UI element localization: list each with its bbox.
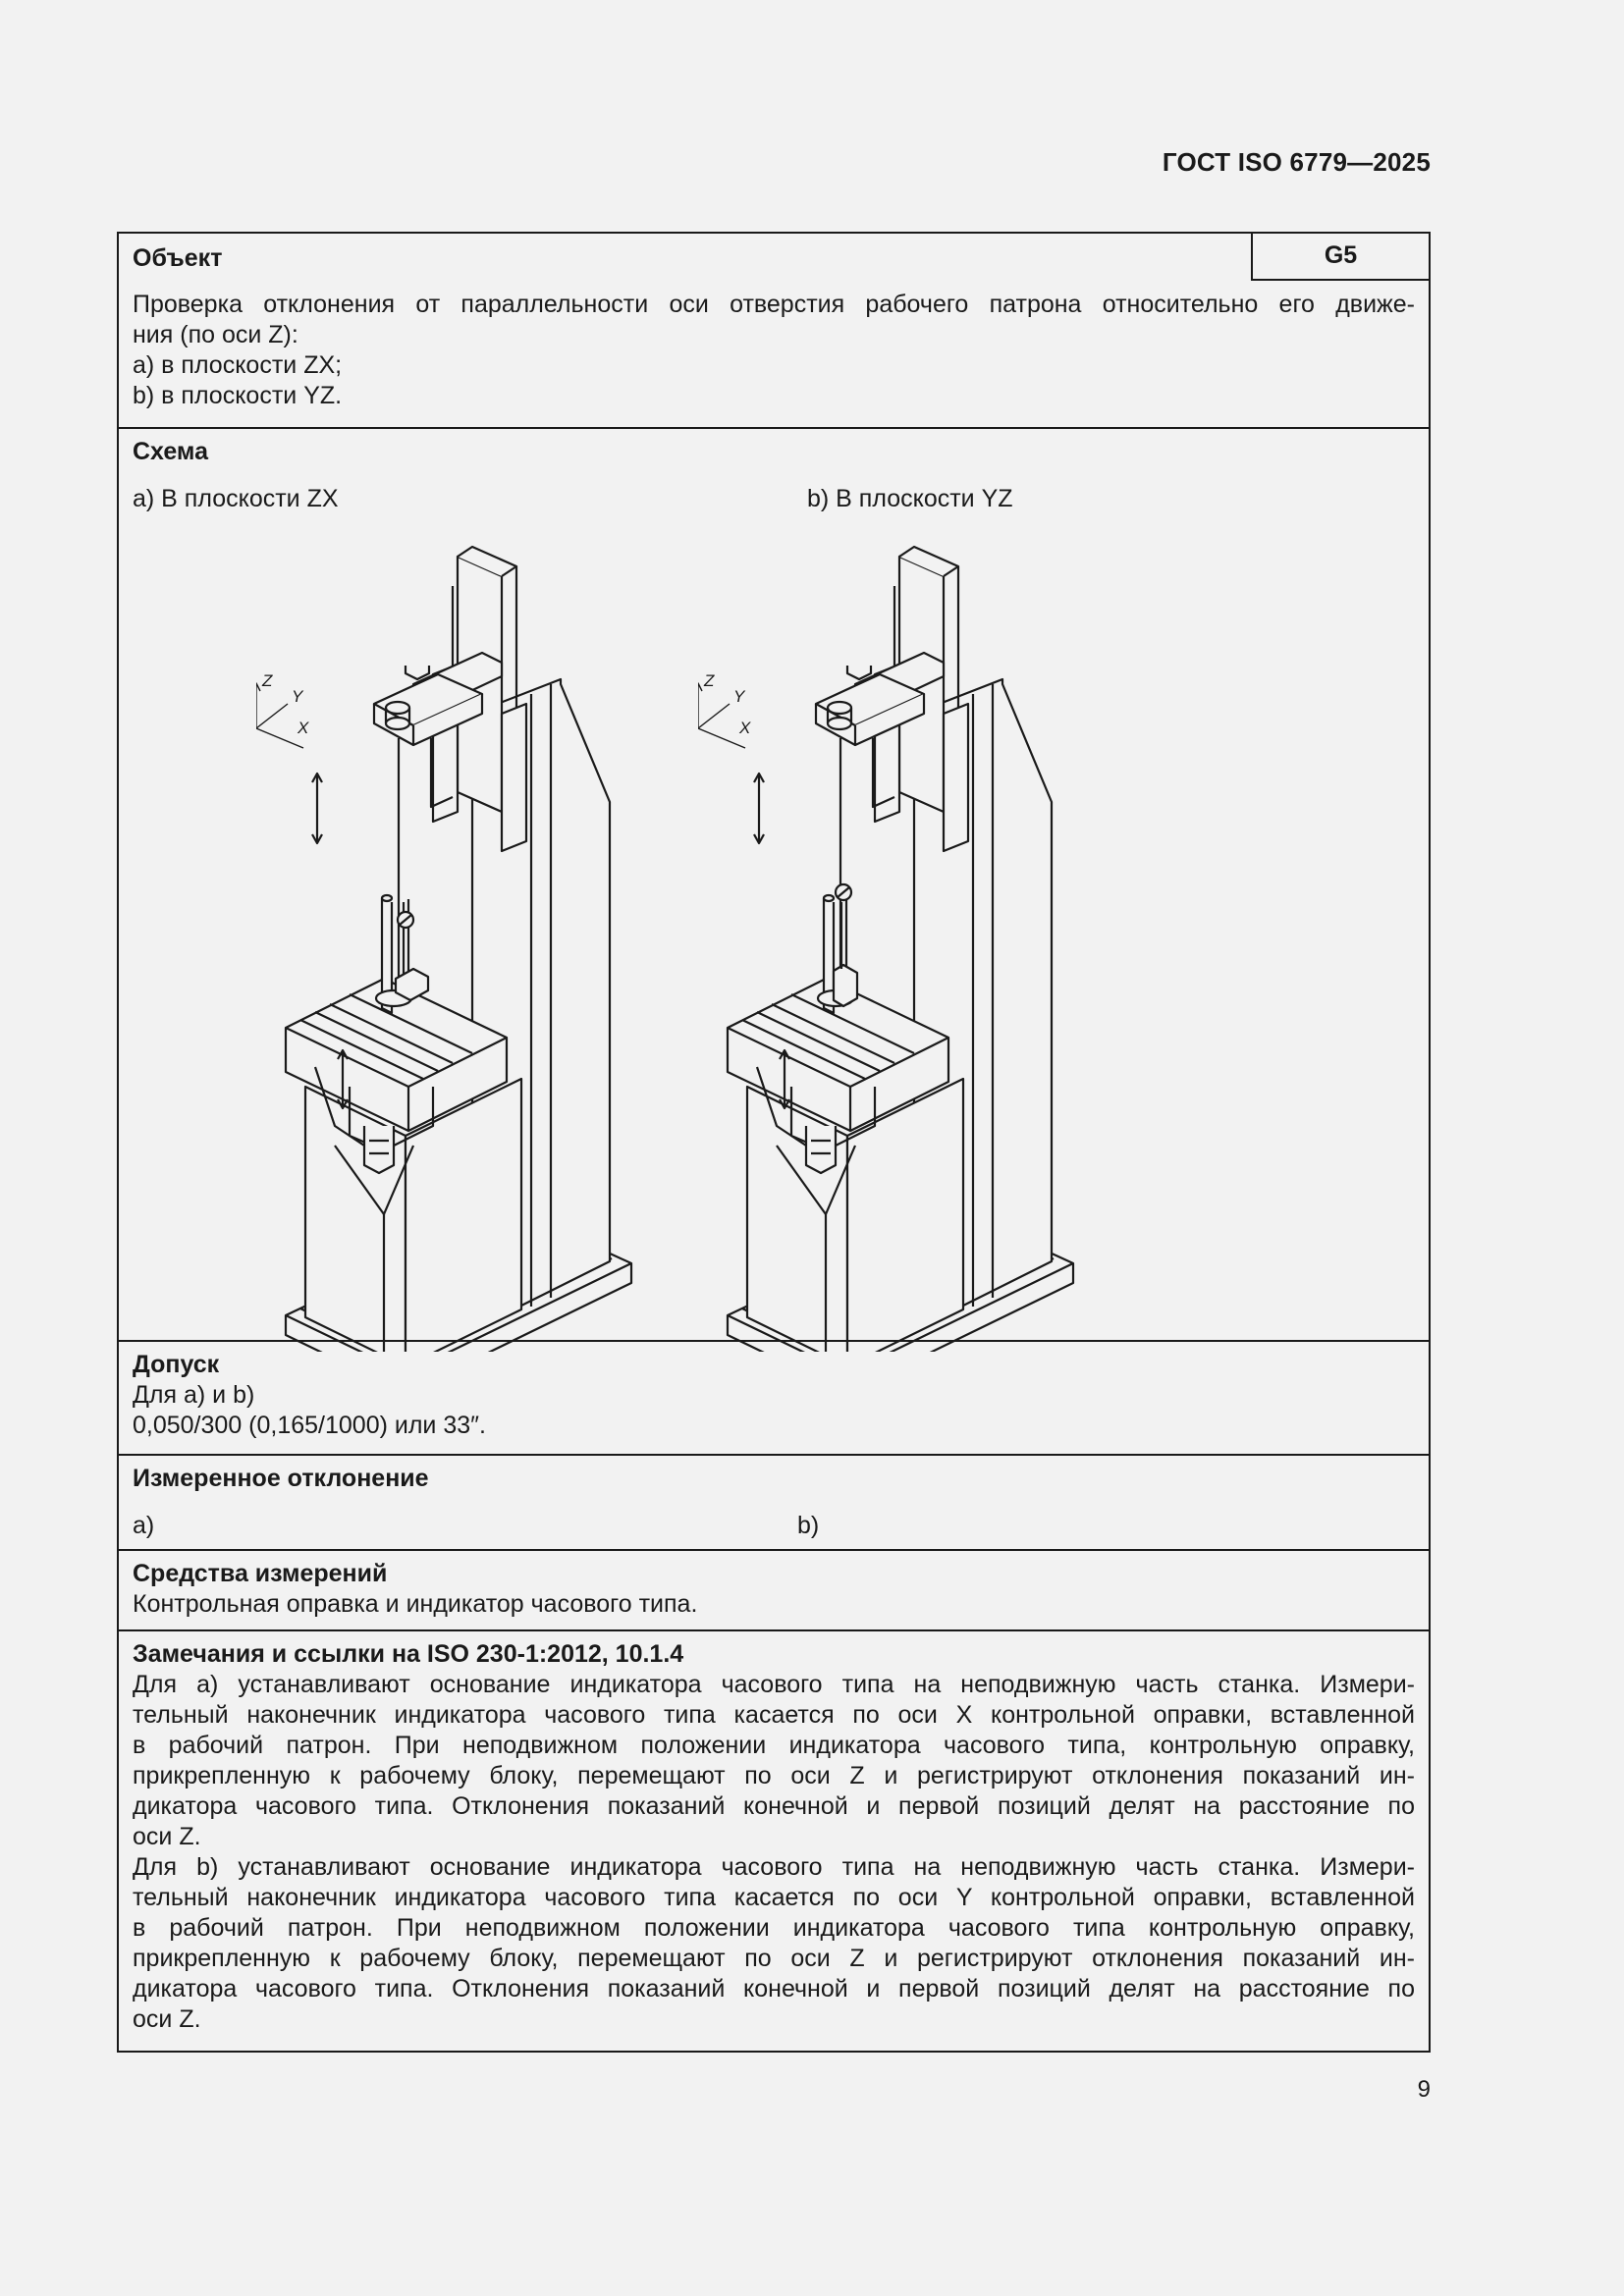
object-section	[119, 234, 1429, 427]
test-code: G5	[1251, 234, 1429, 281]
notes-line: дикатора часового типа. Отклонения показаний конечной и первой позиций делят на расстояние по	[133, 1792, 1415, 1820]
dial-indicator	[396, 899, 428, 1000]
object-description	[133, 290, 1415, 411]
measured-value-a: a)	[133, 1512, 155, 1539]
notes-line: оси Z.	[133, 2005, 201, 2033]
notes-line: дикатора часового типа. Отклонения показаний конечной и первой позиций делят на расстояние по	[133, 1975, 1415, 2002]
notes-title: Замечания и ссылки на ISO 230-1:2012, 10.1.4	[133, 1640, 684, 1668]
axis-triad	[698, 671, 751, 748]
axis-z-label: Z	[262, 671, 273, 690]
page-number: 9	[1417, 2076, 1431, 2103]
notes-line: Для b) устанавливают основание индикатора часового типа на неподвижную часть станка. Измери-	[133, 1853, 1415, 1881]
notes-line: оси Z.	[133, 1823, 201, 1850]
scheme-label-b: b) В плоскости YZ	[807, 485, 1013, 512]
notes-line: тельный наконечник индикатора часового типа касается по оси Y контрольной оправки, вставленной	[133, 1884, 1415, 1911]
measured-deviation-section	[119, 1454, 1429, 1549]
scheme-section	[119, 427, 1429, 1340]
measured-value-b: b)	[797, 1512, 820, 1539]
tolerance-line: Для a) и b)	[133, 1381, 255, 1409]
axis-y-label: Y	[733, 687, 745, 706]
scheme-title: Схема	[133, 438, 208, 465]
axis-x-label: X	[739, 719, 751, 737]
tolerance-title: Допуск	[133, 1351, 220, 1378]
notes-line: прикрепленную к рабочему блоку, перемещают по оси Z и регистрируют отклонения показаний ин-	[133, 1762, 1415, 1789]
tolerance-section	[119, 1340, 1429, 1454]
notes-line: в рабочий патрон. При неподвижном положении индикатора часового типа, контрольную оправку,	[133, 1732, 1415, 1759]
object-line: ния (по оси Z):	[133, 321, 298, 348]
notes-line: Для a) устанавливают основание индикатора часового типа на неподвижную часть станка. Измери-	[133, 1671, 1415, 1698]
object-line: b) в плоскости YZ.	[133, 382, 343, 409]
notes-section	[119, 1629, 1429, 2051]
document-code: ГОСТ ISO 6779—2025	[1162, 147, 1431, 177]
axis-y-label: Y	[292, 687, 303, 706]
tolerance-value: 0,050/300 (0,165/1000) или 33″.	[133, 1412, 486, 1439]
instruments-text: Контрольная оправка и индикатор часового типа.	[133, 1590, 698, 1618]
measured-title: Измеренное отклонение	[133, 1465, 429, 1492]
instruments-title: Средства измерений	[133, 1560, 388, 1587]
axis-x-label: X	[298, 719, 309, 737]
object-title: Объект	[133, 244, 223, 272]
dial-indicator	[834, 884, 857, 1006]
instruments-section	[119, 1549, 1429, 1629]
notes-line: прикрепленную к рабочему блоку, перемещают по оси Z и регистрируют отклонения показаний ин-	[133, 1945, 1415, 1972]
notes-line: тельный наконечник индикатора часового типа касается по оси X контрольной оправки, вставленной	[133, 1701, 1415, 1729]
test-sheet-table	[117, 232, 1431, 2053]
notes-line: в рабочий патрон. При неподвижном положении индикатора часового типа контрольную оправку,	[133, 1914, 1415, 1942]
object-line: a) в плоскости ZX;	[133, 351, 343, 379]
object-header	[119, 234, 1429, 281]
machine-drawing-yz	[698, 537, 1110, 1352]
scheme-label-a: a) В плоскости ZX	[133, 485, 339, 512]
machine-drawing-zx	[256, 537, 669, 1352]
axis-z-label: Z	[704, 671, 715, 690]
object-line: Проверка отклонения от параллельности оси отверстия рабочего патрона относительно его движе-	[133, 291, 1415, 318]
axis-triad	[256, 671, 309, 748]
